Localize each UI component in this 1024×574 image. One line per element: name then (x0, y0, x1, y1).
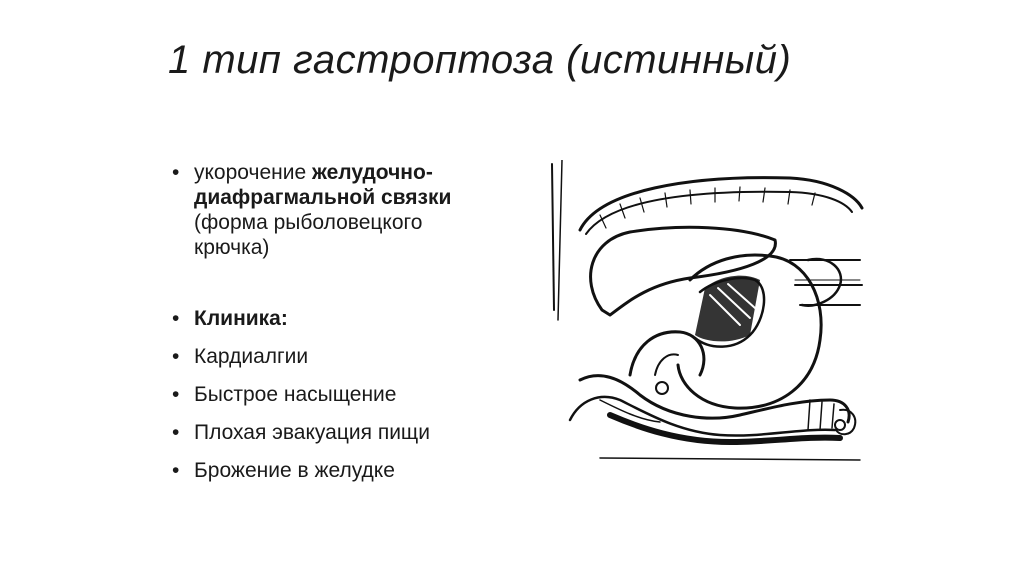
bullet-ligament-prefix: укорочение (194, 161, 312, 184)
bullet-clinic-label: Клиника: (194, 307, 288, 330)
bullet-clinic (172, 306, 492, 331)
bullet-list (172, 160, 492, 483)
bullet-ligament-bold: желудочно-диафрагмальной связки (194, 161, 452, 209)
bullet-ligament (172, 160, 492, 260)
bullet-evacuation: • Плохая эвакуация пищи (172, 420, 492, 445)
bullet-ligament-suffix: (форма рыболовецкого крючка) (194, 211, 423, 259)
stomach-gastroptosis-illustration (540, 160, 870, 470)
bullet-satiety: • Быстрое насыщение (172, 382, 492, 407)
slide-title: 1 тип гастроптоза (истинный) (168, 38, 792, 82)
bullet-cardialgia: • Кардиалгии (172, 344, 492, 369)
bullet-fermentation: • Брожение в желудке (172, 458, 492, 483)
